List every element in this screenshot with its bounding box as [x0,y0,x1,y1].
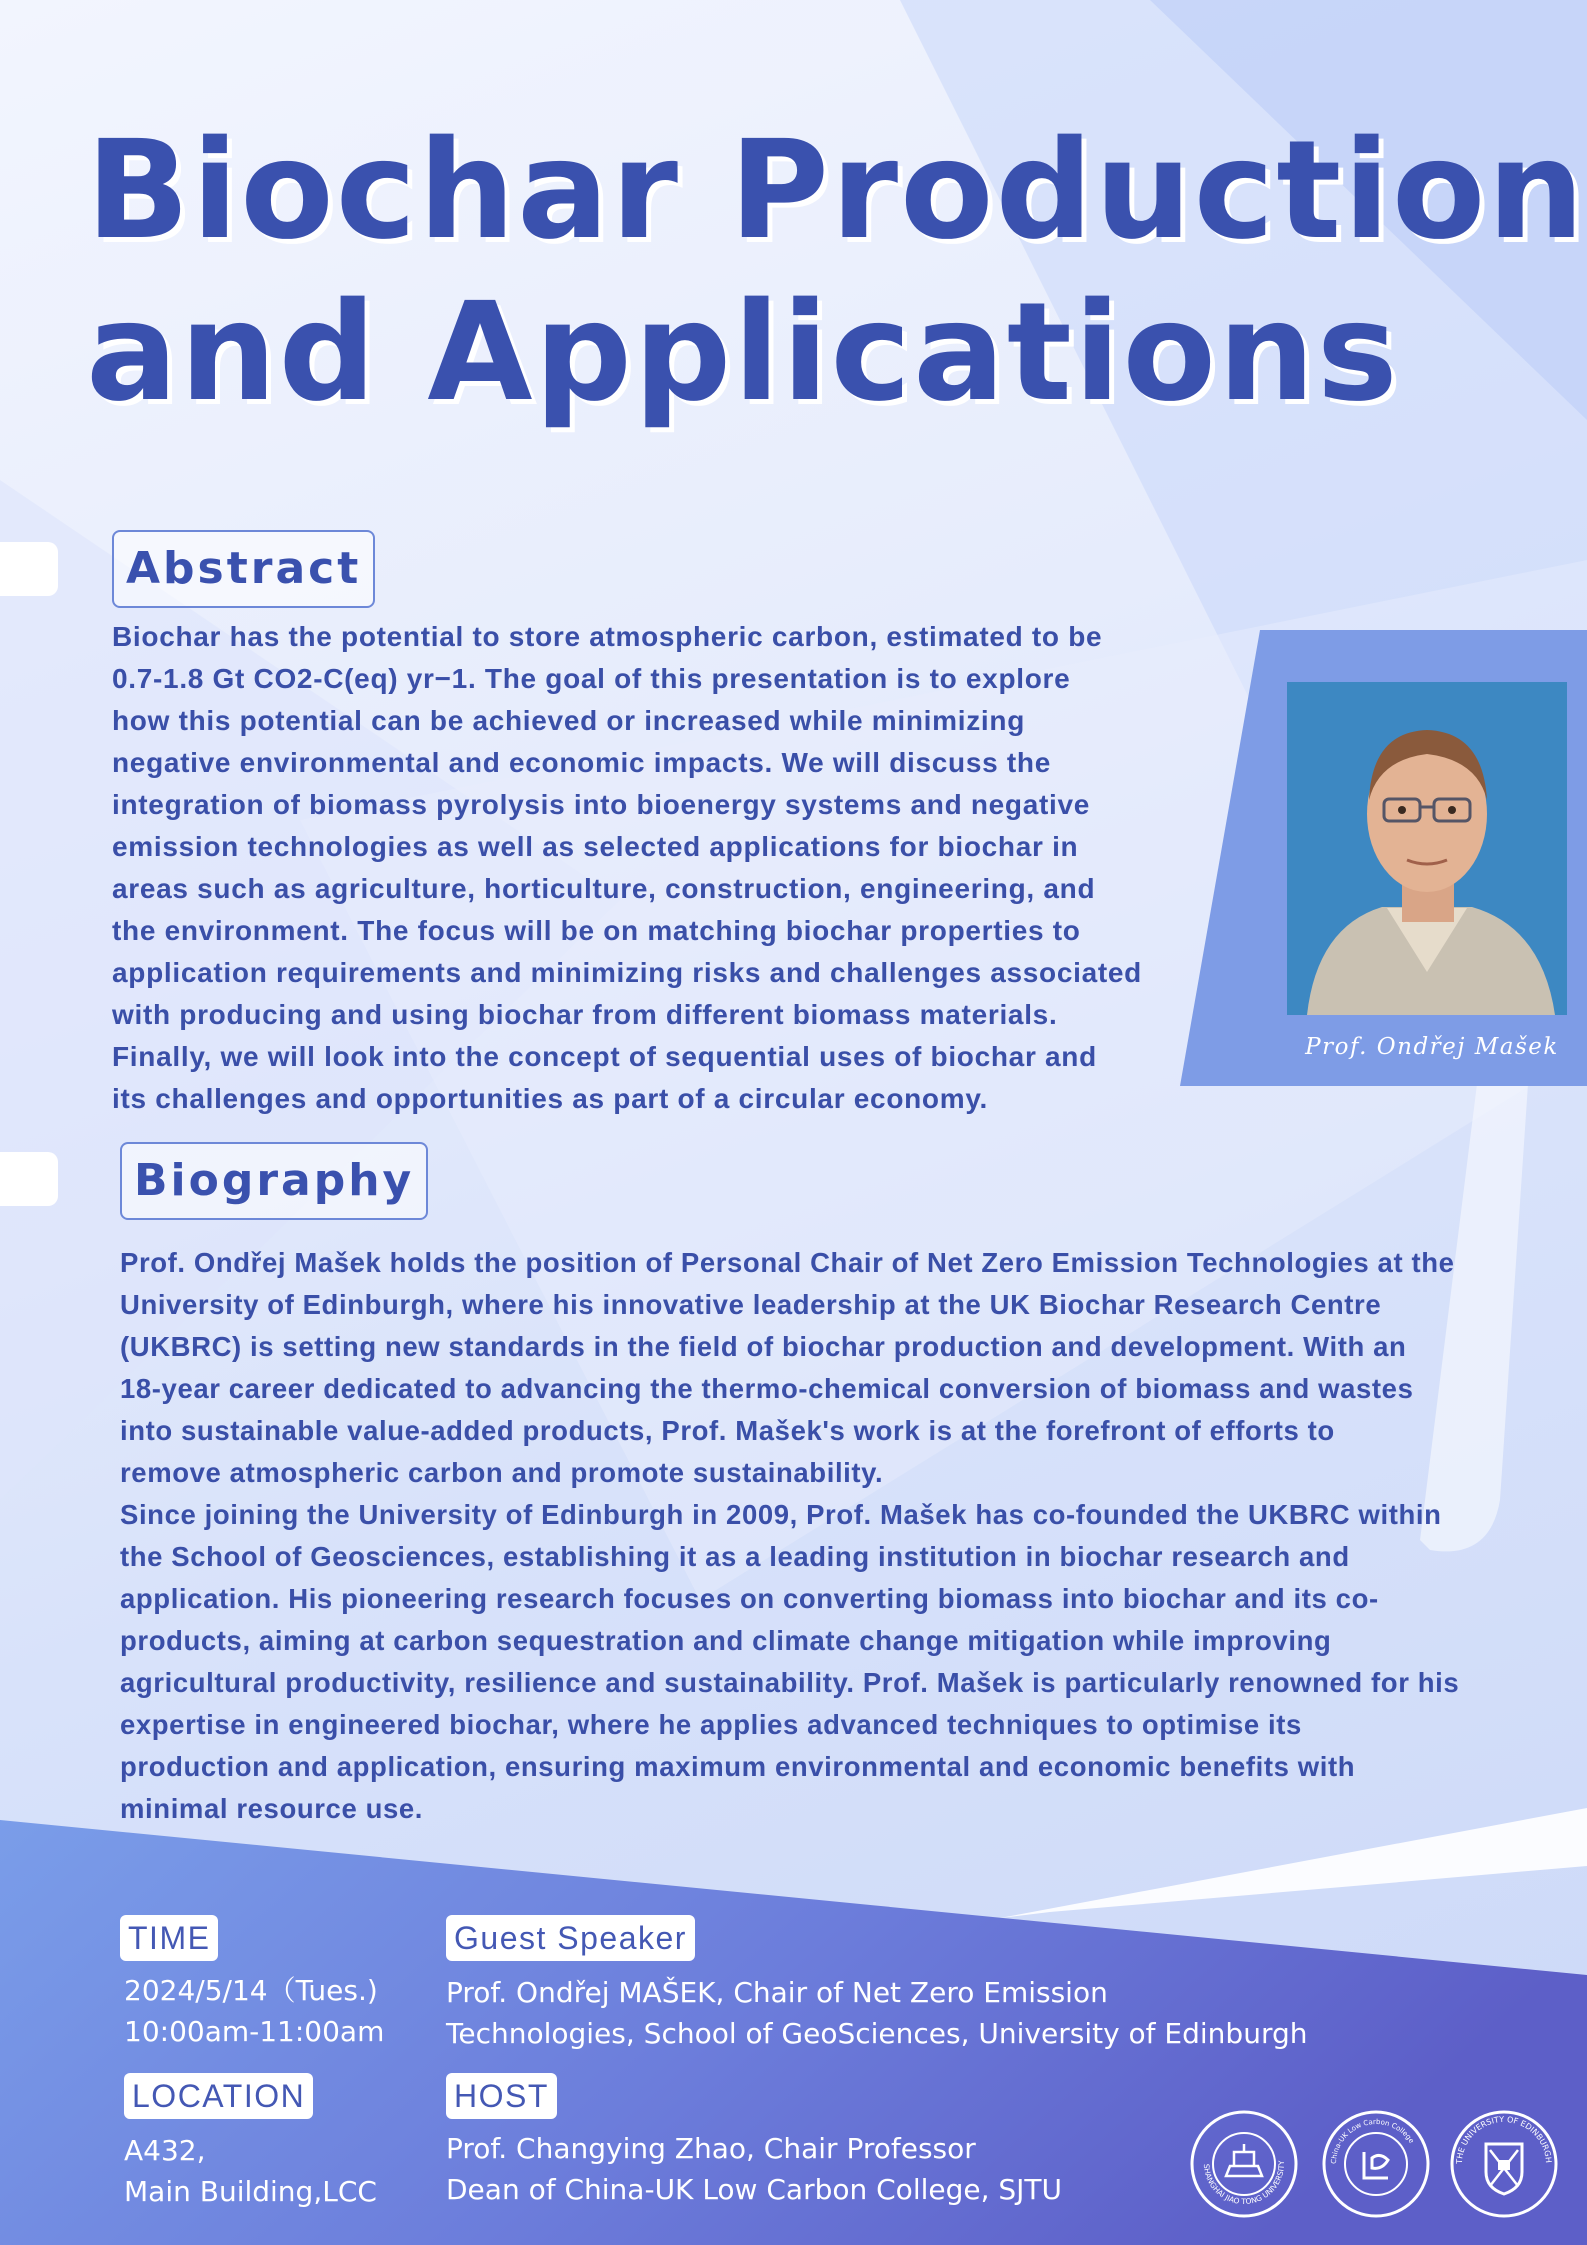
title-line-2: and Applications [86,274,1400,432]
event-date: 2024/5/14（Tues.) [124,1974,378,2007]
abstract-line: Finally, we will look into the concept of sequential uses of biochar and [112,1041,1097,1072]
abstract-line: how this potential can be achieved or increased while minimizing [112,705,1025,736]
biography-line: products, aiming at carbon sequestration and climate change mitigation while improving [120,1625,1332,1656]
location-building: Main Building,LCC [124,2175,377,2208]
biography-heading: Biography [120,1142,428,1220]
event-hours: 10:00am-11:00am [124,2015,385,2048]
event-time [124,1970,384,2052]
biography-line: the School of Geosciences, establishing it as a leading institution in biochar research and [120,1541,1350,1572]
biography-line: remove atmospheric carbon and promote sustainability. [120,1457,884,1488]
location-room: A432, [124,2134,206,2167]
biography-line: minimal resource use. [120,1793,424,1824]
time-label: TIME [120,1915,218,1961]
abstract-line: application requirements and minimizing risks and challenges associated [112,957,1142,988]
host-line: Prof. Changying Zhao, Chair Professor [446,2132,976,2165]
edinburgh-logo-text: THE UNIVERSITY OF EDINBURGH [1454,2114,1554,2165]
biography-line: expertise in engineered biochar, where he applies advanced techniques to optimise its [120,1709,1302,1740]
host-line: Dean of China-UK Low Carbon College, SJTU [446,2173,1063,2206]
guest-speaker-info [446,1972,1307,2054]
abstract-line: Biochar has the potential to store atmospheric carbon, estimated to be [112,621,1103,652]
host-info [446,2128,1062,2210]
abstract-line: emission technologies as well as selected applications for biochar in [112,831,1079,862]
biography-line: application. His pioneering research focuses on converting biomass into biochar and its co- [120,1583,1379,1614]
abstract-line: 0.7-1.8 Gt CO2-C(eq) yr−1. The goal of this presentation is to explore [112,663,1071,694]
abstract-line: negative environmental and economic impacts. We will discuss the [112,747,1051,778]
biography-line: agricultural productivity, resilience and sustainability. Prof. Mašek is particularly renowned for his [120,1667,1460,1698]
abstract-line: integration of biomass pyrolysis into bioenergy systems and negative [112,789,1091,820]
guest-speaker-label: Guest Speaker [446,1915,695,1961]
event-location [124,2130,377,2212]
sjtu-logo-text: SHANGHAI JIAO TONG UNIVERSITY [1201,2160,1287,2207]
lcc-logo-text: China-UK Low Carbon College [1329,2117,1416,2165]
guest-speaker-line: Prof. Ondřej MAŠEK, Chair of Net Zero Emission [446,1976,1108,2009]
abstract-heading: Abstract [112,530,375,608]
side-tab-decoration [0,542,58,596]
side-tab-decoration [0,1152,58,1206]
biography-line: Since joining the University of Edinburgh in 2009, Prof. Mašek has co-founded the UKBRC within [120,1499,1442,1530]
guest-speaker-line: Technologies, School of GeoSciences, University of Edinburgh [446,2017,1308,2050]
biography-line: (UKBRC) is setting new standards in the field of biochar production and development. With an [120,1331,1407,1362]
title-line-1: Biochar Production [86,112,1587,270]
location-label: LOCATION [124,2073,313,2119]
biography-line: University of Edinburgh, where his innovative leadership at the UK Biochar Research Centre [120,1289,1382,1320]
sjtu-logo [1190,2110,1298,2218]
edinburgh-logo [1450,2110,1558,2218]
poster-title [86,110,1586,434]
abstract-line: areas such as agriculture, horticulture, construction, engineering, and [112,873,1096,904]
biography-line: 18-year career dedicated to advancing the thermo-chemical conversion of biomass and wastes [120,1373,1414,1404]
biography-line: production and application, ensuring maximum environmental and economic benefits with [120,1751,1356,1782]
lcc-logo [1322,2110,1430,2218]
speaker-photo [1287,682,1567,1015]
abstract-line: the environment. The focus will be on matching biochar properties to [112,915,1081,946]
abstract-text [112,616,1192,1120]
biography-text [120,1242,1570,1830]
host-label: HOST [446,2073,557,2119]
speaker-portrait-image [1287,682,1567,1015]
speaker-photo-caption: Prof. Ondřej Mašek [1305,1034,1559,1060]
biography-line: into sustainable value-added products, Prof. Mašek's work is at the forefront of efforts to [120,1415,1335,1446]
biography-line: Prof. Ondřej Mašek holds the position of Personal Chair of Net Zero Emission Technologies at the [120,1247,1455,1278]
abstract-line: its challenges and opportunities as part of a circular economy. [112,1083,989,1114]
abstract-line: with producing and using biochar from different biomass materials. [112,999,1058,1030]
